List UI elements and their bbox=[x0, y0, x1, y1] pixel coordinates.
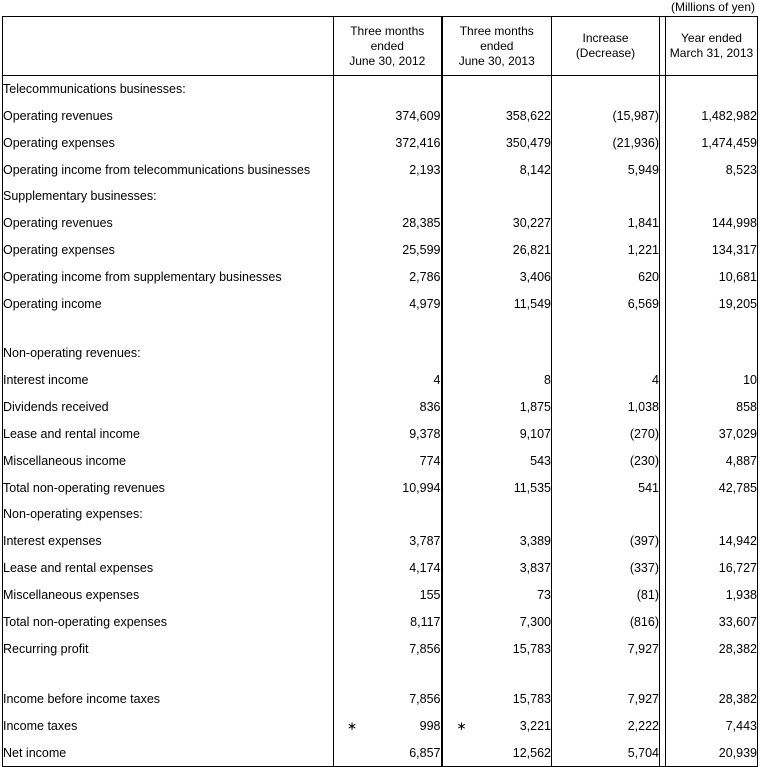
table-row bbox=[3, 393, 758, 420]
cell-increase-decrease-value: 1,221 bbox=[627, 242, 659, 257]
cell-fy2013-value: 7,300 bbox=[519, 614, 551, 629]
cell-fy2012 bbox=[334, 183, 442, 209]
cell-increase-decrease bbox=[552, 581, 660, 608]
row-label: Operating income bbox=[3, 290, 334, 317]
cell-increase-decrease bbox=[552, 183, 660, 209]
cell-increase-decrease-value: (337) bbox=[629, 560, 659, 575]
table-row bbox=[3, 183, 758, 209]
table-spacer-row bbox=[3, 662, 758, 685]
cell-year-ended-value: 1,938 bbox=[725, 587, 757, 602]
cell-fy2013-value: 11,535 bbox=[513, 480, 551, 495]
cell-increase-decrease bbox=[552, 420, 660, 447]
cell-fy2012 bbox=[334, 263, 442, 290]
cell-fy2012 bbox=[334, 129, 442, 156]
cell-fy2012 bbox=[334, 608, 442, 635]
cell-year-ended-value: 28,382 bbox=[718, 691, 757, 706]
cell-year-ended bbox=[666, 209, 758, 236]
cell-year-ended bbox=[666, 739, 758, 767]
table-row bbox=[3, 527, 758, 554]
cell-year-ended-value: 8,523 bbox=[725, 162, 757, 177]
cell-fy2012-value: 25,599 bbox=[402, 242, 441, 257]
header-row bbox=[3, 17, 758, 76]
cell-year-ended bbox=[666, 317, 758, 340]
row-label: Lease and rental expenses bbox=[3, 554, 334, 581]
cell-fy2012-value: 28,385 bbox=[402, 215, 441, 230]
cell-increase-decrease-value: 1,841 bbox=[627, 215, 659, 230]
cell-year-ended bbox=[666, 420, 758, 447]
cell-fy2012 bbox=[334, 236, 442, 263]
cell-fy2012-value: 2,786 bbox=[409, 269, 441, 284]
cell-year-ended bbox=[666, 290, 758, 317]
cell-increase-decrease bbox=[552, 635, 660, 662]
cell-fy2012-value: 155 bbox=[419, 587, 441, 602]
cell-increase-decrease bbox=[552, 685, 660, 712]
row-label: Operating revenues bbox=[3, 209, 334, 236]
cell-year-ended bbox=[666, 156, 758, 183]
table-row bbox=[3, 739, 758, 767]
cell-year-ended-value: 1,482,982 bbox=[701, 108, 757, 123]
row-label: Total non-operating revenues bbox=[3, 474, 334, 501]
cell-increase-decrease bbox=[552, 366, 660, 393]
cell-year-ended-value: 134,317 bbox=[711, 242, 757, 257]
table-row bbox=[3, 608, 758, 635]
cell-year-ended-value: 28,382 bbox=[718, 641, 757, 656]
column-header-fy2012 bbox=[334, 17, 442, 76]
cell-year-ended-value: 16,727 bbox=[718, 560, 757, 575]
cell-increase-decrease bbox=[552, 554, 660, 581]
cell-fy2012-value: 7,856 bbox=[409, 641, 441, 656]
cell-fy2012-value: 10,994 bbox=[402, 480, 441, 495]
cell-year-ended-value: 858 bbox=[736, 399, 757, 414]
cell-fy2013 bbox=[442, 608, 552, 635]
cell-increase-decrease bbox=[552, 263, 660, 290]
table-row bbox=[3, 236, 758, 263]
cell-fy2012-value: 836 bbox=[419, 399, 441, 414]
cell-year-ended bbox=[666, 474, 758, 501]
cell-year-ended bbox=[666, 447, 758, 474]
cell-fy2012 bbox=[334, 366, 442, 393]
cell-year-ended-value: 19,205 bbox=[718, 296, 757, 311]
row-section-label: Non-operating revenues: bbox=[3, 340, 334, 366]
row-label: Operating income from supplementary businesses bbox=[3, 263, 334, 290]
column-header-delta-line2: (Decrease) bbox=[575, 46, 636, 60]
cell-increase-decrease bbox=[552, 236, 660, 263]
cell-fy2013 bbox=[442, 527, 552, 554]
cell-fy2012-value: 374,609 bbox=[395, 108, 441, 123]
table-row bbox=[3, 263, 758, 290]
cell-increase-decrease bbox=[552, 317, 660, 340]
cell-increase-decrease bbox=[552, 102, 660, 129]
cell-fy2013-value: 543 bbox=[530, 453, 551, 468]
table-row bbox=[3, 102, 758, 129]
cell-increase-decrease-value: (21,936) bbox=[612, 135, 659, 150]
cell-increase-decrease bbox=[552, 209, 660, 236]
cell-year-ended bbox=[666, 236, 758, 263]
cell-fy2013-value: 11,549 bbox=[513, 296, 551, 311]
cell-fy2013-value: 12,562 bbox=[512, 745, 551, 760]
cell-increase-decrease bbox=[552, 290, 660, 317]
units-caption: (Millions of yen) bbox=[670, 0, 755, 14]
column-header-fy2013-line1: Three months ended bbox=[459, 23, 534, 53]
cell-fy2012-value: 2,193 bbox=[409, 162, 441, 177]
cell-year-ended-value: 33,607 bbox=[718, 614, 757, 629]
cell-fy2012 bbox=[334, 290, 442, 317]
cell-fy2013-value: 1,875 bbox=[519, 399, 551, 414]
cell-increase-decrease-value: 2,222 bbox=[627, 718, 659, 733]
cell-fy2012-value: 372,416 bbox=[395, 135, 441, 150]
cell-increase-decrease bbox=[552, 739, 660, 767]
cell-fy2013 bbox=[442, 102, 552, 129]
row-label: Operating expenses bbox=[3, 129, 334, 156]
cell-fy2012 bbox=[334, 393, 442, 420]
cell-fy2013-value: 350,479 bbox=[505, 135, 551, 150]
table-row bbox=[3, 366, 758, 393]
cell-year-ended bbox=[666, 393, 758, 420]
cell-fy2012 bbox=[334, 447, 442, 474]
cell-increase-decrease bbox=[552, 156, 660, 183]
cell-fy2012 bbox=[334, 554, 442, 581]
cell-fy2013 bbox=[442, 685, 552, 712]
cell-fy2013 bbox=[442, 366, 552, 393]
cell-fy2013 bbox=[442, 317, 552, 340]
cell-increase-decrease bbox=[552, 662, 660, 685]
cell-year-ended bbox=[666, 527, 758, 554]
cell-fy2012 bbox=[334, 635, 442, 662]
cell-year-ended bbox=[666, 129, 758, 156]
cell-increase-decrease bbox=[552, 474, 660, 501]
column-header-label bbox=[3, 17, 334, 76]
cell-fy2013-value: 9,107 bbox=[519, 426, 551, 441]
cell-fy2013 bbox=[442, 712, 552, 739]
cell-fy2012 bbox=[334, 102, 442, 129]
cell-increase-decrease bbox=[552, 447, 660, 474]
row-section-label: Non-operating expenses: bbox=[3, 501, 334, 527]
cell-increase-decrease bbox=[552, 340, 660, 366]
cell-increase-decrease-value: 620 bbox=[638, 269, 659, 284]
row-label: Miscellaneous expenses bbox=[3, 581, 334, 608]
cell-fy2013-value: 26,821 bbox=[512, 242, 551, 257]
cell-increase-decrease-value: (81) bbox=[636, 587, 659, 602]
cell-increase-decrease-value: 541 bbox=[638, 480, 659, 495]
cell-fy2013 bbox=[442, 554, 552, 581]
cell-year-ended-value: 10 bbox=[743, 372, 757, 387]
cell-year-ended-value: 10,681 bbox=[718, 269, 757, 284]
cell-year-ended bbox=[666, 501, 758, 527]
cell-fy2013 bbox=[442, 739, 552, 767]
cell-fy2012 bbox=[334, 685, 442, 712]
footnote-asterisk-marker: ∗ bbox=[347, 718, 358, 733]
cell-fy2012-value: 4,174 bbox=[409, 560, 441, 575]
row-section-label: Supplementary businesses: bbox=[3, 183, 334, 209]
column-header-fy2013-line2: June 30, 2013 bbox=[458, 53, 535, 68]
income-statement-table bbox=[2, 16, 758, 767]
cell-increase-decrease-value: 4 bbox=[652, 372, 659, 387]
cell-increase-decrease-value: 1,038 bbox=[627, 399, 659, 414]
table-row bbox=[3, 474, 758, 501]
table-row bbox=[3, 447, 758, 474]
cell-fy2012-value: 774 bbox=[419, 453, 441, 468]
cell-fy2012 bbox=[334, 474, 442, 501]
row-label: Income taxes bbox=[3, 712, 334, 739]
cell-fy2013-value: 3,221 bbox=[519, 718, 551, 733]
cell-increase-decrease-value: (816) bbox=[629, 614, 659, 629]
row-label: Lease and rental income bbox=[3, 420, 334, 447]
table-header bbox=[3, 17, 758, 76]
cell-fy2012 bbox=[334, 340, 442, 366]
cell-fy2013 bbox=[442, 290, 552, 317]
row-label: Operating expenses bbox=[3, 236, 334, 263]
table-body bbox=[3, 76, 758, 767]
cell-increase-decrease-value: 5,949 bbox=[627, 162, 659, 177]
column-header-fy2013 bbox=[442, 17, 552, 76]
column-header-fy2012-line2: June 30, 2012 bbox=[349, 53, 426, 68]
cell-fy2013 bbox=[442, 581, 552, 608]
cell-increase-decrease-value: 7,927 bbox=[627, 691, 659, 706]
row-label: Net income bbox=[3, 739, 334, 767]
cell-year-ended bbox=[666, 554, 758, 581]
cell-fy2013 bbox=[442, 236, 552, 263]
cell-year-ended bbox=[666, 685, 758, 712]
cell-fy2013 bbox=[442, 474, 552, 501]
cell-fy2012 bbox=[334, 581, 442, 608]
cell-year-ended bbox=[666, 635, 758, 662]
table-row bbox=[3, 290, 758, 317]
table-row bbox=[3, 712, 758, 739]
table-spacer-row bbox=[3, 317, 758, 340]
column-header-delta-line1: Increase bbox=[582, 31, 629, 45]
cell-increase-decrease-value: 7,927 bbox=[627, 641, 659, 656]
cell-year-ended bbox=[666, 712, 758, 739]
cell-increase-decrease bbox=[552, 76, 660, 103]
cell-fy2013 bbox=[442, 420, 552, 447]
footnote-asterisk-marker: ∗ bbox=[456, 718, 467, 733]
table-row bbox=[3, 554, 758, 581]
cell-increase-decrease bbox=[552, 129, 660, 156]
cell-fy2013-value: 3,837 bbox=[519, 560, 551, 575]
row-label: Income before income taxes bbox=[3, 685, 334, 712]
row-label: Dividends received bbox=[3, 393, 334, 420]
cell-increase-decrease-value: (397) bbox=[629, 533, 659, 548]
cell-fy2013 bbox=[442, 263, 552, 290]
cell-increase-decrease bbox=[552, 501, 660, 527]
column-header-year-line2: March 31, 2013 bbox=[669, 46, 754, 60]
cell-fy2012-value: 8,117 bbox=[410, 614, 441, 629]
cell-fy2012 bbox=[334, 76, 442, 103]
cell-fy2013 bbox=[442, 635, 552, 662]
column-header-year-ended bbox=[666, 17, 758, 76]
cell-increase-decrease-value: (270) bbox=[629, 426, 659, 441]
cell-fy2012 bbox=[334, 156, 442, 183]
cell-fy2013 bbox=[442, 393, 552, 420]
table-row bbox=[3, 420, 758, 447]
cell-year-ended bbox=[666, 581, 758, 608]
table-row bbox=[3, 156, 758, 183]
cell-increase-decrease bbox=[552, 608, 660, 635]
cell-fy2012 bbox=[334, 662, 442, 685]
cell-year-ended bbox=[666, 102, 758, 129]
cell-increase-decrease-value: 5,704 bbox=[627, 745, 659, 760]
table-row bbox=[3, 76, 758, 103]
table-row bbox=[3, 129, 758, 156]
row-label bbox=[3, 317, 334, 340]
cell-year-ended bbox=[666, 340, 758, 366]
cell-year-ended-value: 144,998 bbox=[711, 215, 757, 230]
cell-fy2012 bbox=[334, 420, 442, 447]
cell-fy2012-value: 998 bbox=[419, 718, 441, 733]
cell-year-ended-value: 7,443 bbox=[725, 718, 757, 733]
cell-fy2012 bbox=[334, 712, 442, 739]
cell-year-ended bbox=[666, 183, 758, 209]
cell-year-ended bbox=[666, 662, 758, 685]
cell-fy2012-value: 7,856 bbox=[409, 691, 441, 706]
cell-fy2012 bbox=[334, 739, 442, 767]
cell-fy2013 bbox=[442, 129, 552, 156]
cell-year-ended-value: 1,474,459 bbox=[701, 135, 757, 150]
column-header-increase-decrease bbox=[552, 17, 660, 76]
cell-fy2013 bbox=[442, 662, 552, 685]
cell-fy2013-value: 8,142 bbox=[519, 162, 551, 177]
row-label: Miscellaneous income bbox=[3, 447, 334, 474]
table-row bbox=[3, 501, 758, 527]
cell-increase-decrease bbox=[552, 527, 660, 554]
cell-fy2013 bbox=[442, 447, 552, 474]
table-row bbox=[3, 635, 758, 662]
cell-fy2013 bbox=[442, 209, 552, 236]
column-header-year-line1: Year ended bbox=[681, 31, 742, 45]
table-row bbox=[3, 340, 758, 366]
cell-fy2013 bbox=[442, 156, 552, 183]
cell-fy2012-value: 4 bbox=[433, 372, 441, 387]
cell-fy2013-value: 15,783 bbox=[512, 641, 551, 656]
row-label: Interest income bbox=[3, 366, 334, 393]
cell-increase-decrease-value: (230) bbox=[629, 453, 659, 468]
cell-fy2013-value: 358,622 bbox=[505, 108, 551, 123]
cell-increase-decrease-value: 6,569 bbox=[627, 296, 659, 311]
cell-year-ended bbox=[666, 263, 758, 290]
cell-year-ended-value: 42,785 bbox=[718, 480, 757, 495]
cell-year-ended bbox=[666, 366, 758, 393]
row-label: Operating revenues bbox=[3, 102, 334, 129]
cell-year-ended-value: 4,887 bbox=[725, 453, 757, 468]
column-header-fy2012-line1: Three months ended bbox=[350, 23, 425, 53]
row-section-label: Telecommunications businesses: bbox=[3, 76, 334, 103]
cell-fy2013 bbox=[442, 183, 552, 209]
cell-year-ended bbox=[666, 76, 758, 103]
row-label: Operating income from telecommunications businesses bbox=[3, 156, 334, 183]
table-row bbox=[3, 581, 758, 608]
cell-fy2013-value: 73 bbox=[537, 587, 551, 602]
cell-fy2013 bbox=[442, 501, 552, 527]
table-row bbox=[3, 209, 758, 236]
cell-increase-decrease bbox=[552, 712, 660, 739]
cell-year-ended-value: 14,942 bbox=[718, 533, 757, 548]
row-label: Total non-operating expenses bbox=[3, 608, 334, 635]
cell-increase-decrease bbox=[552, 393, 660, 420]
cell-fy2012-value: 6,857 bbox=[409, 745, 441, 760]
cell-fy2013-value: 15,783 bbox=[512, 691, 551, 706]
cell-fy2012 bbox=[334, 501, 442, 527]
row-label bbox=[3, 662, 334, 685]
cell-increase-decrease-value: (15,987) bbox=[612, 108, 659, 123]
row-label: Interest expenses bbox=[3, 527, 334, 554]
cell-fy2013-value: 3,406 bbox=[519, 269, 551, 284]
cell-fy2013-value: 8 bbox=[544, 372, 551, 387]
cell-fy2012-value: 4,979 bbox=[409, 296, 441, 311]
cell-fy2013 bbox=[442, 76, 552, 103]
cell-year-ended-value: 20,939 bbox=[718, 745, 757, 760]
cell-year-ended-value: 37,029 bbox=[718, 426, 757, 441]
table-row bbox=[3, 685, 758, 712]
cell-fy2013-value: 3,389 bbox=[519, 533, 551, 548]
cell-fy2012-value: 9,378 bbox=[409, 426, 441, 441]
row-label: Recurring profit bbox=[3, 635, 334, 662]
cell-fy2012 bbox=[334, 209, 442, 236]
cell-fy2013 bbox=[442, 340, 552, 366]
cell-fy2012 bbox=[334, 317, 442, 340]
cell-fy2013-value: 30,227 bbox=[512, 215, 551, 230]
cell-fy2012-value: 3,787 bbox=[409, 533, 441, 548]
cell-fy2012 bbox=[334, 527, 442, 554]
cell-year-ended bbox=[666, 608, 758, 635]
